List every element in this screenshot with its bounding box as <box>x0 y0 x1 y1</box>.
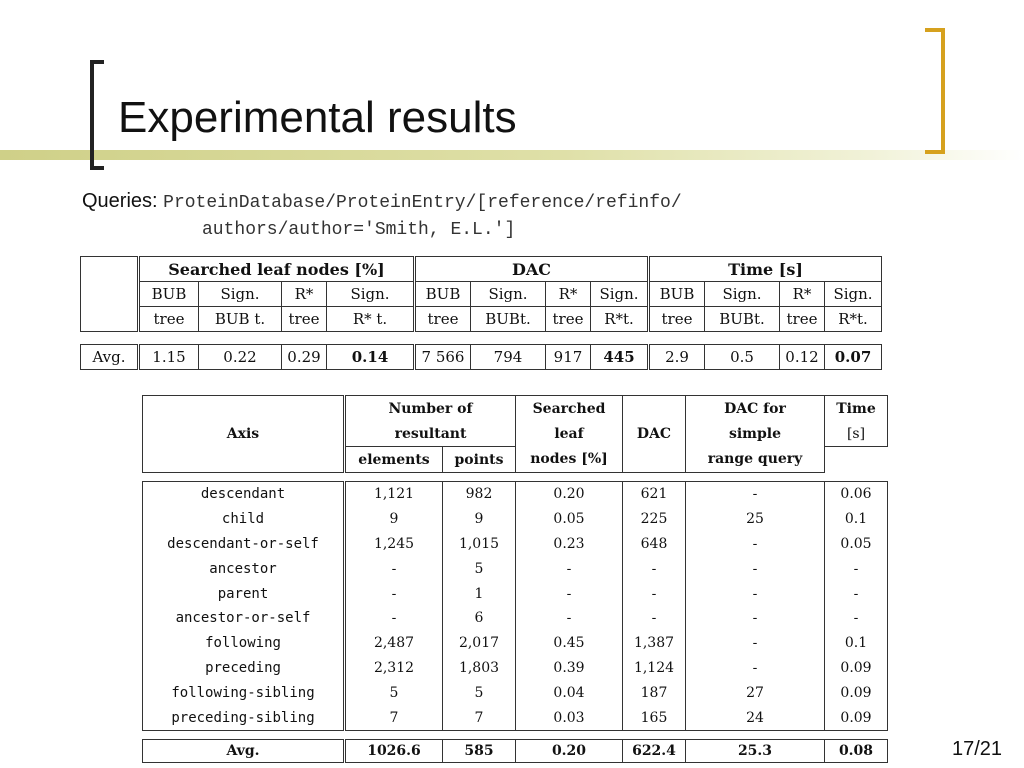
elements-header: elements <box>345 447 443 473</box>
table-row <box>143 656 888 681</box>
elements-value: 9 <box>345 507 443 532</box>
avg-value: 0.29 <box>282 345 327 370</box>
axis-name: parent <box>143 581 345 606</box>
table-row <box>143 482 888 507</box>
query-line-1: ProteinDatabase/ProteinEntry/[reference/refinfo/ <box>163 193 682 213</box>
table-row <box>143 581 888 606</box>
avg-label: Avg. <box>143 739 345 762</box>
dac-value: - <box>623 556 686 581</box>
points-value: 1,803 <box>443 656 516 681</box>
time-value: 0.1 <box>825 631 888 656</box>
avg-value: 2.9 <box>649 345 705 370</box>
title-accent-line <box>0 150 1024 160</box>
searched-value: 0.39 <box>516 656 623 681</box>
searched-value: 0.05 <box>516 507 623 532</box>
elements-value: 2,487 <box>345 631 443 656</box>
elements-value: - <box>345 581 443 606</box>
time-value: 0.05 <box>825 532 888 557</box>
time-value: 0.1 <box>825 507 888 532</box>
points-header: points <box>443 447 516 473</box>
col-header: Sign. <box>591 282 649 307</box>
dac-value: 621 <box>623 482 686 507</box>
dac-simple-value: 25 <box>686 507 825 532</box>
col-header: Sign. <box>327 282 415 307</box>
resultant-header: resultant <box>345 421 516 447</box>
table2-header-row-1 <box>143 396 888 422</box>
axis-name: following <box>143 631 345 656</box>
time-value: - <box>825 606 888 631</box>
axis-name: following-sibling <box>143 680 345 705</box>
col-header: BUB t. <box>199 307 282 332</box>
points-value: 1,015 <box>443 532 516 557</box>
dac-simple-value: 24 <box>686 705 825 730</box>
avg-elements: 1026.6 <box>345 739 443 762</box>
col-header: Sign. <box>199 282 282 307</box>
time-header: Time <box>825 396 888 422</box>
group-dac: DAC <box>415 257 649 282</box>
col-header: BUBt. <box>705 307 780 332</box>
searched-value: 0.23 <box>516 532 623 557</box>
col-header: Sign. <box>471 282 546 307</box>
table-row <box>143 507 888 532</box>
dac-simple-value: - <box>686 482 825 507</box>
time-value: - <box>825 556 888 581</box>
avg-value: 1.15 <box>139 345 199 370</box>
dac-simple-value: 27 <box>686 680 825 705</box>
elements-value: 2,312 <box>345 656 443 681</box>
axis-name: descendant <box>143 482 345 507</box>
col-header: BUBt. <box>471 307 546 332</box>
col-header: Sign. <box>705 282 780 307</box>
avg-row <box>81 345 882 370</box>
time-value: - <box>825 581 888 606</box>
empty-header-cell <box>825 447 888 473</box>
dac-value: - <box>623 606 686 631</box>
col-header: R* <box>546 282 591 307</box>
col-header: R* t. <box>327 307 415 332</box>
avg-label: Avg. <box>81 345 139 370</box>
col-header: tree <box>139 307 199 332</box>
axis-name: child <box>143 507 345 532</box>
searched-value: - <box>516 581 623 606</box>
summary-results-table <box>80 256 882 370</box>
simple-header: simple <box>686 421 825 447</box>
searched-value: 0.04 <box>516 680 623 705</box>
avg-dac-simple: 25.3 <box>686 739 825 762</box>
table-row <box>143 631 888 656</box>
table-row <box>143 556 888 581</box>
col-header: tree <box>780 307 825 332</box>
axis-header: Axis <box>143 396 345 473</box>
axis-name: ancestor <box>143 556 345 581</box>
avg-value-best: 445 <box>591 345 649 370</box>
avg-value: 0.12 <box>780 345 825 370</box>
avg-searched: 0.20 <box>516 739 623 762</box>
dac-simple-value: - <box>686 656 825 681</box>
searched-value: - <box>516 556 623 581</box>
left-bracket-decoration <box>90 60 104 170</box>
table-row <box>143 680 888 705</box>
avg-value: 7 566 <box>415 345 471 370</box>
elements-value: 1,245 <box>345 532 443 557</box>
number-of-header: Number of <box>345 396 516 422</box>
col-header: Sign. <box>825 282 882 307</box>
searched-value: 0.45 <box>516 631 623 656</box>
col-header: BUB <box>649 282 705 307</box>
elements-value: 5 <box>345 680 443 705</box>
col-header: R*t. <box>825 307 882 332</box>
points-value: 1 <box>443 581 516 606</box>
avg-time: 0.08 <box>825 739 888 762</box>
dac-value: 1,124 <box>623 656 686 681</box>
avg-dac: 622.4 <box>623 739 686 762</box>
empty-corner-cell <box>81 257 139 332</box>
right-bracket-decoration <box>925 28 945 154</box>
col-header: tree <box>415 307 471 332</box>
avg-value: 917 <box>546 345 591 370</box>
col-header: tree <box>649 307 705 332</box>
group-searched-leaf-nodes: Searched leaf nodes [%] <box>139 257 415 282</box>
col-header: R* <box>780 282 825 307</box>
elements-value: - <box>345 606 443 631</box>
query-line-2: authors/author='Smith, E.L.'] <box>202 220 516 240</box>
elements-value: 1,121 <box>345 482 443 507</box>
dac-simple-header: DAC for <box>686 396 825 422</box>
table-row <box>143 532 888 557</box>
table2-avg-row <box>143 739 888 762</box>
queries-label: Queries: <box>82 190 158 212</box>
dac-simple-value: - <box>686 581 825 606</box>
axis-name: preceding <box>143 656 345 681</box>
dac-simple-value: - <box>686 556 825 581</box>
leaf-header: leaf <box>516 421 623 447</box>
dac-value: 1,387 <box>623 631 686 656</box>
page-number: 17/21 <box>952 738 1003 760</box>
dac-simple-value: - <box>686 606 825 631</box>
axis-results-table <box>142 395 888 763</box>
searched-header: Searched <box>516 396 623 422</box>
time-value: 0.09 <box>825 680 888 705</box>
dac-simple-value: - <box>686 532 825 557</box>
col-header: tree <box>546 307 591 332</box>
dac-value: 165 <box>623 705 686 730</box>
time-value: 0.06 <box>825 482 888 507</box>
col-header: R* <box>282 282 327 307</box>
axis-name: preceding-sibling <box>143 705 345 730</box>
column-header-row-2 <box>81 307 882 332</box>
dac-value: - <box>623 581 686 606</box>
dac-simple-value: - <box>686 631 825 656</box>
group-time: Time [s] <box>649 257 882 282</box>
avg-value: 0.5 <box>705 345 780 370</box>
avg-value-best: 0.07 <box>825 345 882 370</box>
points-value: 6 <box>443 606 516 631</box>
avg-value: 794 <box>471 345 546 370</box>
queries-block <box>82 190 682 240</box>
elements-value: - <box>345 556 443 581</box>
time-value: 0.09 <box>825 656 888 681</box>
table-row <box>143 705 888 730</box>
avg-value-best: 0.14 <box>327 345 415 370</box>
col-header: R*t. <box>591 307 649 332</box>
slide-title: Experimental results <box>118 93 517 142</box>
searched-value: 0.20 <box>516 482 623 507</box>
points-value: 5 <box>443 680 516 705</box>
searched-value: 0.03 <box>516 705 623 730</box>
dac-header: DAC <box>623 396 686 473</box>
col-header: BUB <box>415 282 471 307</box>
points-value: 982 <box>443 482 516 507</box>
dac-value: 648 <box>623 532 686 557</box>
avg-value: 0.22 <box>199 345 282 370</box>
elements-value: 7 <box>345 705 443 730</box>
axis-name: ancestor-or-self <box>143 606 345 631</box>
points-value: 9 <box>443 507 516 532</box>
range-query-header: range query <box>686 447 825 473</box>
time-value: 0.09 <box>825 705 888 730</box>
column-header-row-1 <box>81 282 882 307</box>
avg-points: 585 <box>443 739 516 762</box>
points-value: 5 <box>443 556 516 581</box>
points-value: 7 <box>443 705 516 730</box>
searched-value: - <box>516 606 623 631</box>
dac-value: 225 <box>623 507 686 532</box>
time-unit-header: [s] <box>825 421 888 447</box>
dac-value: 187 <box>623 680 686 705</box>
points-value: 2,017 <box>443 631 516 656</box>
nodes-header: nodes [%] <box>516 447 623 473</box>
col-header: BUB <box>139 282 199 307</box>
col-header: tree <box>282 307 327 332</box>
table-row <box>143 606 888 631</box>
axis-name: descendant-or-self <box>143 532 345 557</box>
